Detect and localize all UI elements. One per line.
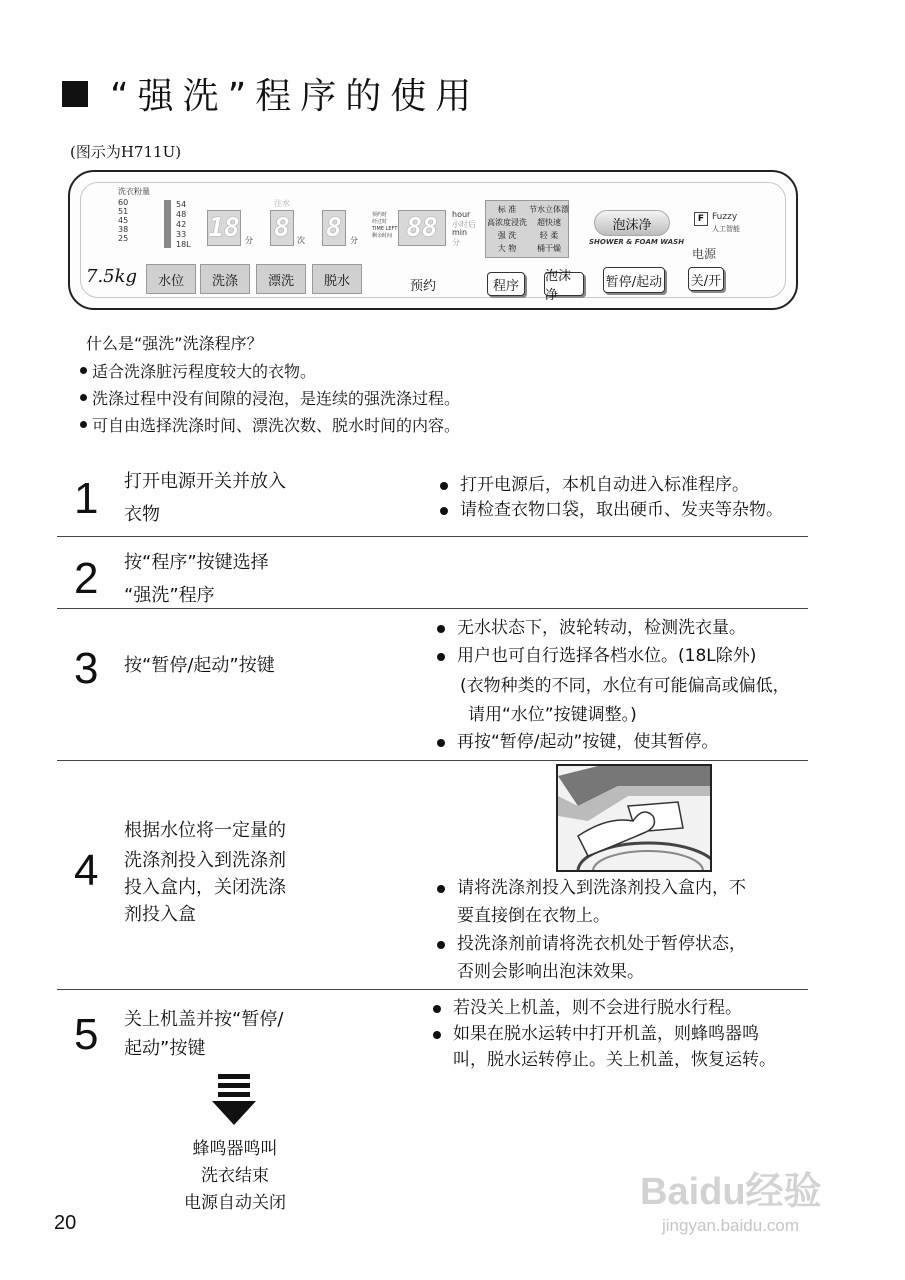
rinse-unit: 次 [297,236,305,245]
spin-unit: 分 [350,236,358,245]
step-note: 请检查衣物口袋，取出硬币、发夹等杂物。 [460,496,783,525]
divider [57,760,808,761]
foam-badge: 泡沫净 [594,210,670,236]
step-text: “强洗”程序 [124,585,215,606]
foam-subtitle: SHOWER & FOAM WASH [589,238,685,246]
intro-bullet: 可自由选择洗涤时间、漂洗次数、脱水时间的内容。 [80,413,460,436]
divider [57,536,808,537]
program-button[interactable]: 程序 [487,272,525,296]
foam-button[interactable]: 泡沫净 [544,272,584,296]
down-arrow-icon [212,1074,256,1126]
wash-button[interactable]: 洗涤 [200,264,250,294]
step-note: 要直接倒在衣物上。 [457,906,610,926]
step-note: 打开电源后，本机自动进入标准程序。 [460,471,749,500]
step-number: 3 [74,644,99,693]
step-text: 衣物 [124,504,160,525]
step-text: 根据水位将一定量的 [124,820,286,841]
step-note: (衣物种类的不同，水位有可能偏高或偏低， [460,676,790,696]
figure-note: (图示为H711U) [70,143,182,161]
watermark-url: jingyan.baidu.com [662,1216,800,1235]
fuzzy-cn-label: 人工智能 [712,225,740,233]
min-cn-label: 分 [452,238,460,247]
program-list: 标 准 高浓度浸洗 强 洗 大 物 节水立体漂 超快速 轻 柔 桶干燥 [485,200,569,258]
intro-bullet: 适合洗涤脏污程度较大的衣物。 [80,359,316,382]
step-note: 若没关上机盖，则不会进行脱水行程。 [453,994,742,1023]
step-note: 叫，脱水运转停止。关上机盖，恢复运转。 [453,1050,776,1070]
divider [57,608,808,609]
step-note: 请用“水位”按键调整。) [468,705,637,725]
step-text: 投入盒内，关闭洗涤 [124,877,286,898]
detergent-drawer-illustration [558,766,712,872]
intro-question: 什么是“强洗”洗涤程序？ [86,334,263,353]
rinse-button[interactable]: 漂洗 [256,264,306,294]
step-text: 按“暂停/起动”按键 [124,655,275,676]
step-text: 剂投入盒 [124,904,196,925]
final-line: 电源自动关闭 [184,1193,286,1213]
step-number: 1 [74,474,99,523]
final-line: 洗衣结束 [201,1166,269,1186]
intro-bullet: 洗涤过程中没有间隙的浸泡，是连续的强洗涤过程。 [80,386,460,409]
min-label: min [452,228,468,237]
reserve-button[interactable]: 预约 [410,279,437,294]
power-label: 电源 [692,247,717,261]
step-note: 投洗涤剂前请将洗衣机处于暂停状态， [457,930,746,959]
step-number: 2 [74,554,99,603]
step-note: 再按“暂停/起动”按键，使其暂停。 [457,728,718,757]
page-title [62,68,480,119]
page-title-text: “强洗”程序的使用 [110,76,481,117]
time-label-list: 预约时 经过时 TIME LEFT 剩余时间 [372,212,398,239]
step-text: 起动”按键 [124,1038,206,1059]
step-note: 请将洗涤剂投入到洗涤剂投入盒内，不 [457,874,746,903]
spin-button[interactable]: 脱水 [312,264,362,294]
step-note: 如果在脱水运转中打开机盖，则蜂鸣器鸣 [453,1020,759,1049]
wash-unit: 分 [245,236,253,245]
water-level-bar [164,200,171,248]
hour-cn-label: 小时后 [452,220,476,229]
divider [57,989,808,990]
power-button[interactable]: 关/开 [688,267,724,291]
step-note: 否则会影响出泡沫效果。 [457,962,644,982]
detergent-drawer-photo [556,764,712,872]
water-level-list: 54 48 42 33 18L [176,200,191,249]
step-note: 无水状态下，波轮转动，检测洗衣量。 [457,614,746,643]
square-bullet-icon [62,81,88,107]
step-text: 打开电源开关并放入 [124,471,286,492]
step-text: 按“程序”按键选择 [124,552,269,573]
water-note: 注水 [274,199,290,208]
rinse-count-display: 8 [270,210,294,246]
step-number: 5 [74,1010,99,1059]
step-number: 4 [74,846,99,895]
step-text: 关上机盖并按“暂停/ [124,1009,284,1030]
capacity-label: 7.5kg [86,266,138,287]
spin-time-display: 8 [322,210,346,246]
wash-time-display: 18 [207,210,241,246]
final-line: 蜂鸣器鸣叫 [192,1139,278,1159]
water-level-button[interactable]: 水位 [146,264,196,294]
step-text: 洗涤剂投入到洗涤剂 [124,850,286,871]
hour-label: hour [452,210,471,219]
fuzzy-logo-icon: F [694,212,708,226]
start-pause-button[interactable]: 暂停/起动 [603,267,665,293]
fuzzy-label: Fuzzy [712,212,738,222]
load-level-list: 60 51 45 38 25 [118,198,129,243]
reserve-time-display: 88 [398,210,446,246]
load-label: 洗衣粉量 [118,187,150,196]
page-number: 20 [54,1212,77,1234]
watermark-logo: Baidu经验 [640,1171,822,1213]
step-note: 用户也可自行选择各档水位。(18L除外) [457,642,756,671]
